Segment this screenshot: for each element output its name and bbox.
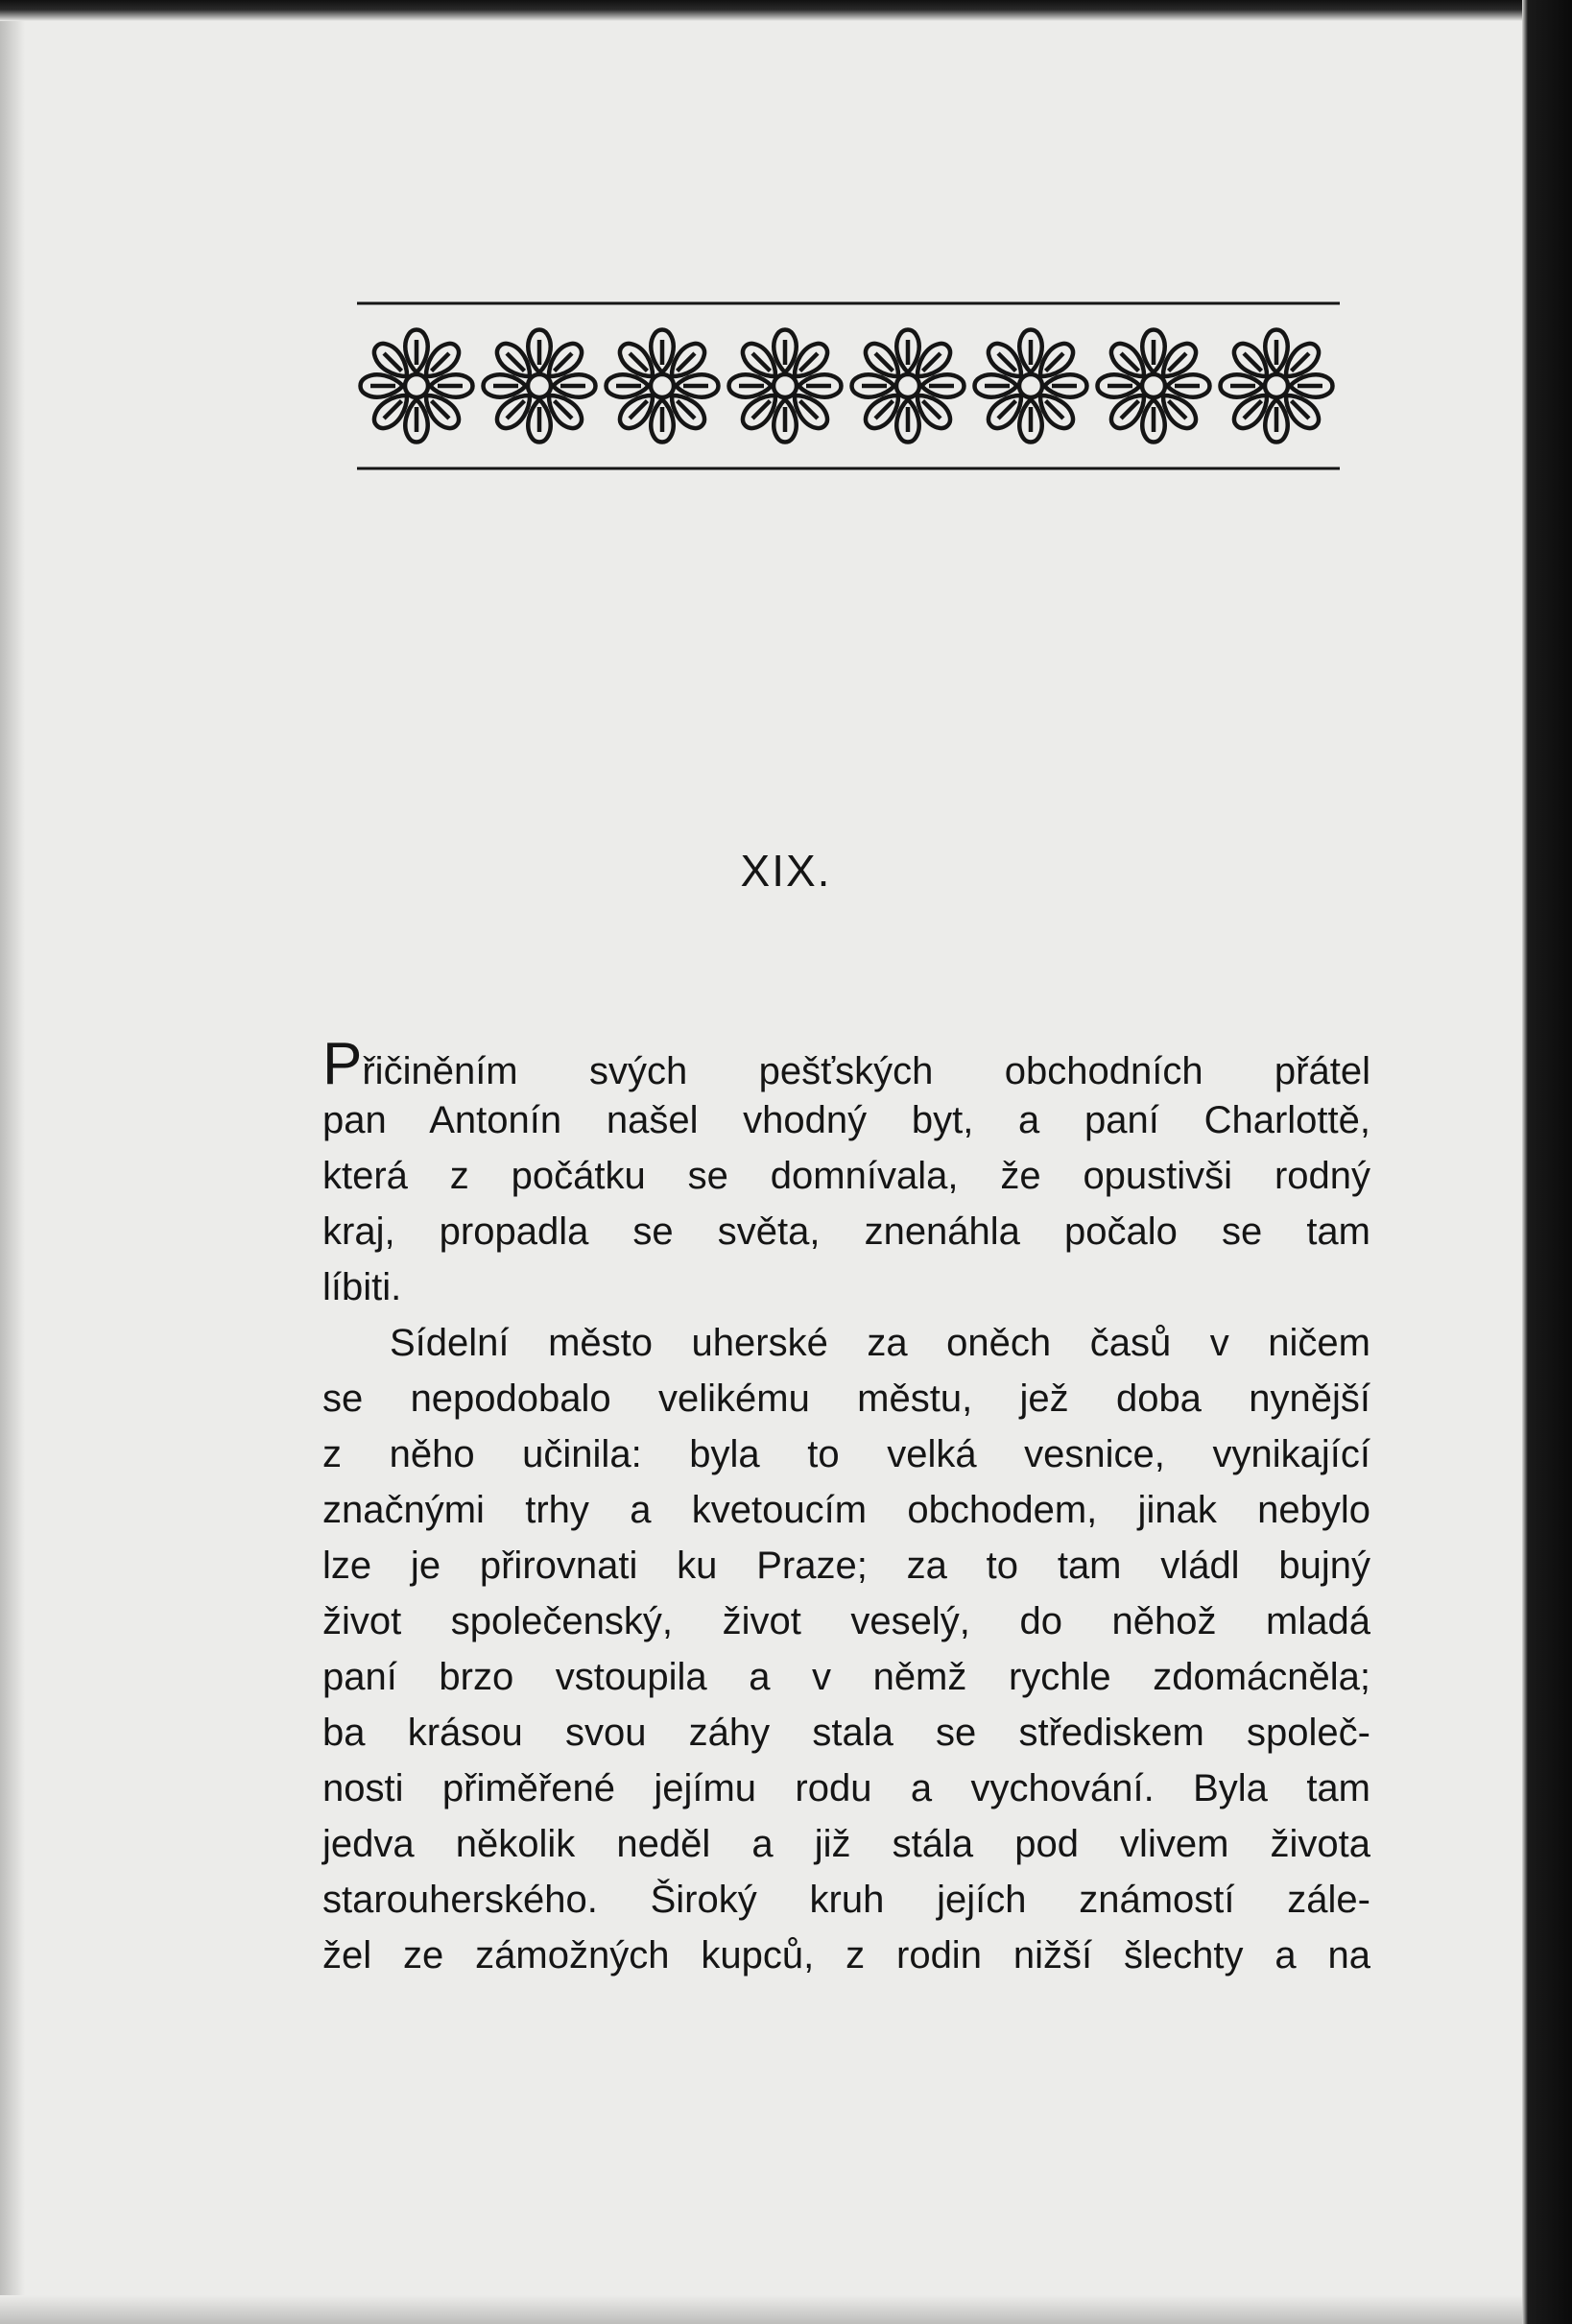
flower-ornament: [1098, 330, 1210, 443]
text-line: Přičiněním svých pešťských obchodních přátel: [322, 1031, 1370, 1097]
text-line: život společenský, život veselý, do něhož mladá: [322, 1600, 1370, 1642]
scan-edge-right: [1522, 0, 1572, 2324]
flower-ornament: [852, 330, 965, 443]
flower-ornament: [975, 330, 1087, 443]
text-line: nosti přiměřené jejímu rodu a vychování. Byla tam: [322, 1767, 1370, 1809]
text-line: líbiti.: [322, 1266, 402, 1308]
scan-edge-bottom: [0, 2295, 1572, 2324]
flower-ornament: [361, 330, 473, 443]
text-line: starouherského. Široký kruh jejích známostí zále-: [322, 1879, 1370, 1921]
scan-edge-top: [0, 0, 1572, 21]
text-line: jedva několik neděl a již stála pod vlivem života: [322, 1823, 1370, 1865]
text-line: ba krásou svou záhy stala se střediskem společ-: [322, 1712, 1370, 1754]
flower-ornament: [1221, 330, 1333, 443]
flower-ornament: [607, 330, 719, 443]
scan-edge-left: [0, 0, 25, 2324]
text-line: značnými trhy a kvetoucím obchodem, jinak nebylo: [322, 1489, 1370, 1531]
text-line: z něho učinila: byla to velká vesnice, vynikající: [322, 1433, 1370, 1475]
text-line: žel ze zámožných kupců, z rodin nižší šlechty a na: [322, 1934, 1370, 1977]
text-line: pan Antonín našel vhodný byt, a paní Charlottě,: [322, 1099, 1370, 1141]
flower-ornament: [729, 330, 842, 443]
flower-ornament: [484, 330, 596, 443]
text-line: lze je přirovnati ku Praze; za to tam vládl bujný: [322, 1545, 1370, 1587]
drop-cap: P: [322, 1031, 363, 1097]
floral-ornament-band: [357, 299, 1340, 472]
chapter-body: [322, 1031, 1370, 1983]
text-line: Sídelní město uherské za oněch časů v ničem: [390, 1322, 1370, 1364]
chapter-number: XIX.: [740, 846, 832, 896]
text-line: která z počátku se domnívala, že opustivši rodný: [322, 1155, 1370, 1197]
text-line: kraj, propadla se světa, znenáhla počalo se tam: [322, 1210, 1370, 1253]
text-line: se nepodobalo velikému městu, jež doba nynější: [322, 1378, 1370, 1420]
text-line: paní brzo vstoupila a v němž rychle zdomácněla;: [322, 1656, 1370, 1698]
